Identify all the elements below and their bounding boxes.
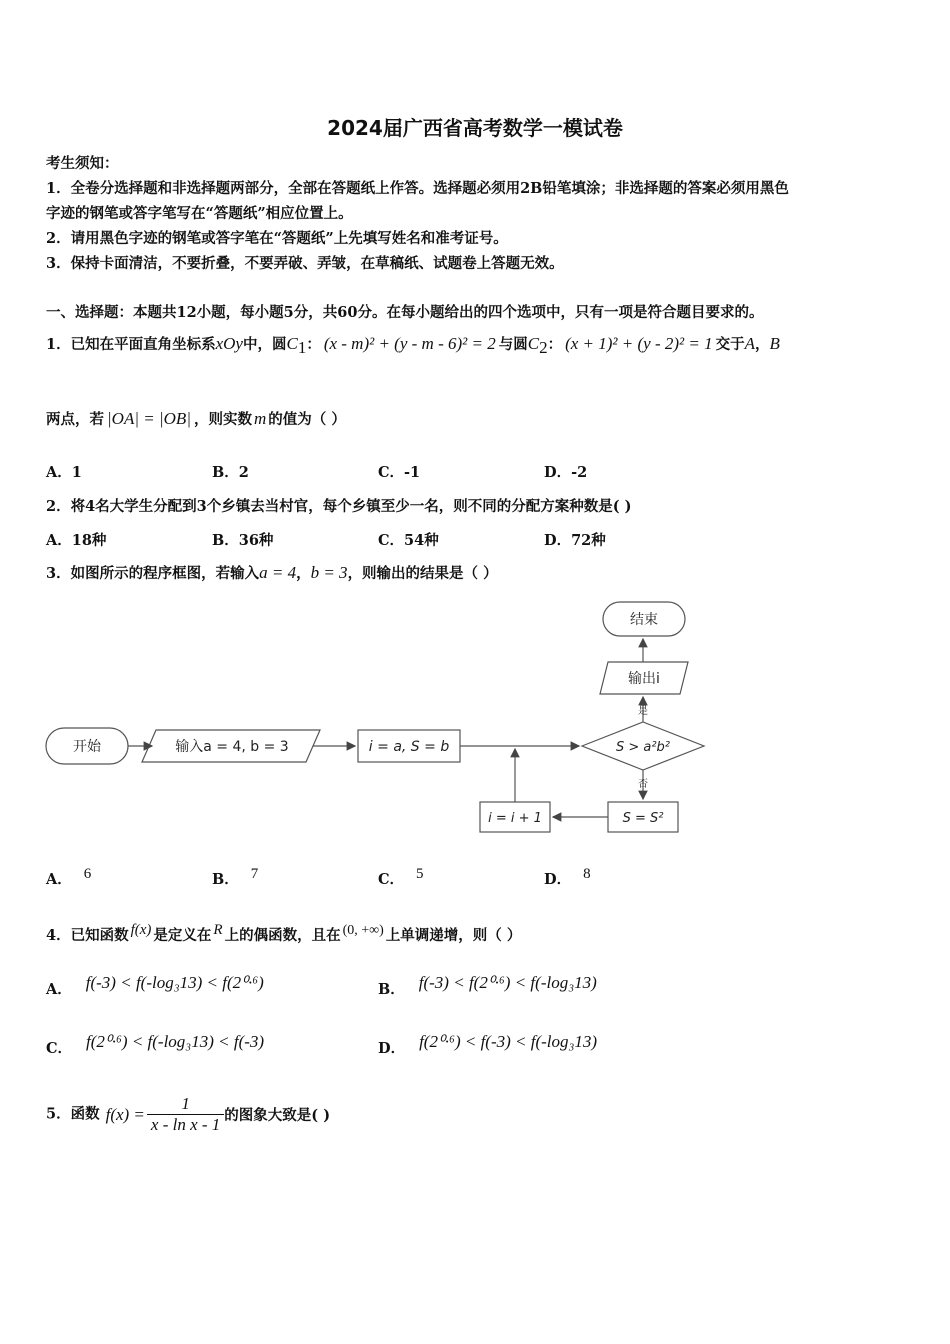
- q1-option-b[interactable]: B．2: [212, 464, 249, 481]
- question-5: 5．函数 f(x) = $\frac{1}{\text{x - ln x - 1}}$ 的图象大致是( ): [46, 1094, 331, 1134]
- flow-end-label: 结束: [630, 612, 658, 628]
- circle-c2-equation: (x + 1)² + (y - 2)² = 1: [565, 334, 713, 353]
- question-1-line-2: 两点，若 |OA| = |OB| ，则实数 m 的值为（ ）: [46, 409, 346, 428]
- q2-option-c[interactable]: C．54种: [378, 532, 439, 549]
- q2-option-d[interactable]: D．72种: [544, 532, 606, 549]
- fraction: $\frac{1}{\text{x - ln x - 1}}$: [147, 1094, 224, 1135]
- q4-option-a[interactable]: A． f(-3) < f(-log₃13) < f(2⁰·⁶): [46, 973, 264, 998]
- q1-option-a[interactable]: A．1: [46, 464, 82, 481]
- notice-item: 字迹的钢笔或答字笔写在“答题纸”相应位置上。: [46, 205, 353, 222]
- notice-item: 2．请用黑色字迹的钢笔或答字笔在“答题纸”上先填写姓名和准考证号。: [46, 230, 508, 247]
- section-heading: 一、选择题：本题共12小题，每小题5分，共60分。在每小题给出的四个选项中，只有一项是符合题目要求的。: [46, 304, 764, 321]
- flow-start-label: 开始: [73, 739, 101, 755]
- flow-increment-label: i = i + 1: [488, 811, 542, 826]
- q3-option-c[interactable]: C． $^5$: [378, 866, 424, 888]
- q1-option-c[interactable]: C．-1: [378, 464, 421, 481]
- page-title: 2024届广西省高考数学一模试卷: [327, 116, 623, 140]
- flow-condition-label: S > a²b²: [615, 740, 671, 755]
- condition-equation: |OA| = |OB|: [107, 409, 191, 428]
- flow-input-label: 输入a = 4, b = 3: [175, 739, 289, 755]
- flow-output-label: 输出i: [628, 671, 660, 687]
- q4-option-d[interactable]: D． f(2⁰·⁶) < f(-3) < f(-log₃13): [378, 1032, 598, 1057]
- q1-option-d[interactable]: D．-2: [544, 464, 588, 481]
- q3-option-d[interactable]: D． $^8$: [544, 866, 591, 888]
- function-lhs: f(x) =: [105, 1104, 145, 1124]
- q4-option-c[interactable]: C． f(2⁰·⁶) < f(-log₃13) < f(-3): [46, 1032, 265, 1057]
- q2-option-a[interactable]: A．18种: [46, 532, 107, 549]
- question-2: 2．将4名大学生分配到3个乡镇去当村官，每个乡镇至少一名，则不同的分配方案种数是( ): [46, 498, 632, 515]
- flowchart: [0, 590, 950, 850]
- notice-item: 3．保持卡面清洁，不要折叠，不要弄破、弄皱，在草稿纸、试题卷上答题无效。: [46, 255, 564, 272]
- flow-no-label: 否: [638, 779, 648, 790]
- q4-option-b[interactable]: B． f(-3) < f(2⁰·⁶) < f(-log₃13): [378, 973, 597, 998]
- circle-c1-equation: (x - m)² + (y - m - 6)² = 2: [323, 334, 496, 353]
- q2-option-b[interactable]: B．36种: [212, 532, 274, 549]
- notice-heading: 考生须知：: [46, 155, 119, 172]
- math-xoy: xOy: [215, 334, 243, 353]
- flow-yes-label: 是: [638, 706, 648, 717]
- question-4: 4．已知函数 $^{f(x)}$ 是定义在 $^R$ 上的偶函数，且在 $^{(0, +\infty)}$ 上单调递增，则（ ）: [46, 922, 522, 944]
- q3-option-b[interactable]: B． $^7$: [212, 866, 259, 888]
- notice-item: 1．全卷分选择题和非选择题两部分，全部在答题纸上作答。选择题必须用2B铅笔填涂；非选择题的答案必须用黑色: [46, 180, 789, 197]
- q3-option-a[interactable]: A． $^6$: [46, 866, 92, 888]
- question-1-line-1: 1．已知在平面直角坐标系xOy中，圆$C_1$： (x - m)² + (y - m - 6)² = 2 与圆$C_2$： (x + 1)² + (y - 2)² = 1 交于A，B: [46, 334, 780, 357]
- flow-assign-label: i = a, S = b: [368, 739, 450, 755]
- flow-square-label: S = S²: [622, 811, 664, 826]
- question-3: 3．如图所示的程序框图，若输入a = 4，b = 3，则输出的结果是（ ）: [46, 563, 498, 582]
